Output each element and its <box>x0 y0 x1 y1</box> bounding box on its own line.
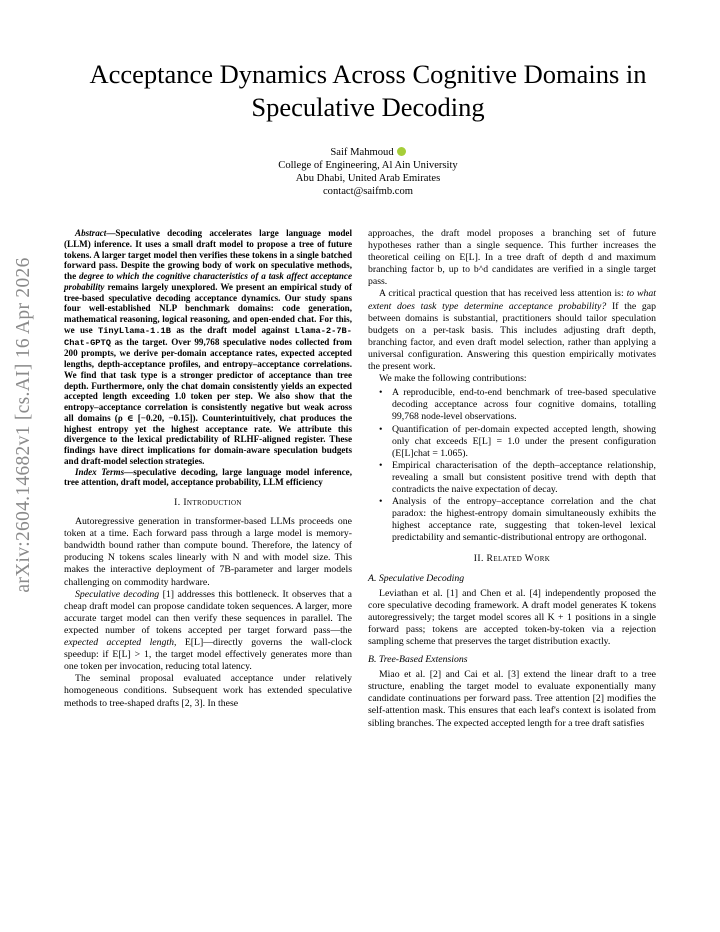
target-model-name: Llama-2-7B-Chat-GPTQ <box>64 325 352 348</box>
contributions-list <box>368 387 656 544</box>
left-column <box>64 228 352 710</box>
author-email: contact@saifmb.com <box>322 186 414 197</box>
intro-paragraph-5: We make the following contributions: <box>379 373 527 385</box>
intro-paragraph-2: Speculative decoding [1] addresses this bottleneck. It observes that a cheap draft model can propose candidate token sequences. A larger, more accurate target model can then verify these sequences in parallel. The expected number of tokens accepted per target forward pass—the expected accepted length, E[L]—directly governs the wall-clock speedup: if E[L] > 1, the target model effectively generates more than one token per invocation, reducing total latency. <box>64 588 352 673</box>
index-terms-label: Index Terms <box>75 466 125 477</box>
author-name: Saif Mahmoud <box>330 147 394 158</box>
list-item: • Empirical characterisation of the depth–acceptance relationship, revealing a small but consistent positive trend with depth that contradicts the naive expectation of decay. <box>392 460 656 496</box>
arxiv-id-text: arXiv:2604.14682v1 [cs.AI] 16 Apr 2026 <box>13 257 34 593</box>
list-item: • A reproducible, end-to-end benchmark of tree-based speculative decoding acceptance across four cognitive domains, totalling 99,768 node-level observations. <box>392 387 656 423</box>
intro-paragraph-4: A critical practical question that has received less attention is: to what extent does task type determine acceptance probability? If the gap between domains is substantial, practitioners should tailor speculation budgets on a per-task basis. This includes adjusting draft depth, branching factor, and even draft model selection, rather than applying a universal configuration. Answering this question empirically motivates the present work. <box>368 288 656 373</box>
section-heading-introduction: I. Introduction <box>174 497 242 508</box>
intro-paragraph-3-continued: approaches, the draft model proposes a branching set of future hypotheses rather than a single sequence. This further increases the theoretical ceiling on E[L]. In a tree draft of depth d and maximum branching factor b, up to b^d candidates are verified in a single target pass. <box>368 228 656 288</box>
related-paragraph-a: Leviathan et al. [1] and Chen et al. [4] independently proposed the core speculative decoding framework. A draft model generates K tokens autoregressively; the target model scores all K + 1 positions in a single forward pass; tokens are accepted token-by-token via a rejection sampling scheme that preserves the target distribution exactly. <box>368 587 656 647</box>
list-item: • Analysis of the entropy–acceptance correlation and the chat paradox: the highest-entropy domain simultaneously exhibits the highest acceptance rate, suggesting that token-level lexical predictability and semantic-distributional entropy are orthogonal. <box>392 496 656 544</box>
list-item: • Quantification of per-domain expected accepted length, showing only chat exceeds E[L] = 1.0 under the present configuration (E[L]chat = 1.065). <box>392 424 656 460</box>
right-column <box>368 228 656 730</box>
intro-paragraph-3: The seminal proposal evaluated acceptance under relatively homogeneous conditions. Subsequent work has extended speculative methods to tree-shaped drafts [2, 3]. In these <box>64 673 352 709</box>
arxiv-identifier <box>2 170 46 680</box>
subsection-heading-speculative-decoding: A. Speculative Decoding <box>368 572 465 584</box>
section-heading-related-work: II. Related Work <box>473 553 551 565</box>
paper-title: Acceptance Dynamics Across Cognitive Domains in Speculative Decoding <box>89 59 647 122</box>
author-location: Abu Dhabi, United Arab Emirates <box>295 173 441 184</box>
author-affiliation: College of Engineering, Al Ain University <box>278 160 458 171</box>
abstract: Abstract—Speculative decoding accelerates large language model (LLM) inference. It uses a small draft model to propose a tree of future tokens. A larger target model then verifies these tokens in a single batched forward pass. Despite the growing body of work on speculative methods, the degree to which the cognitive characteristics of a task affect acceptance probability remains largely unexplored. We present an empirical study of tree-based speculative decoding acceptance dynamics. Our study spans four well-established NLP benchmark domains: code generation, mathematical reasoning, logical reasoning, and open-ended chat. For this, we use TinyLlama-1.1B as the draft model against Llama-2-7B-Chat-GPTQ as the target. Over 99,768 speculative nodes collected from 200 prompts, we derive per-domain acceptance rates, expected accepted lengths, depth-acceptance profiles, and entropy–acceptance correlations. We find that task type is a stronger predictor of acceptance than tree depth. Furthermore, only the chat domain consistently yields an expected accepted length exceeding 1.0 token per step. We also show that the entropy–acceptance correlation is consistently negative but weak across all domains (ρ ∈ [−0.20, −0.15]). Counterintuitively, chat produces the highest entropy yet the highest acceptance rate. We attribute this divergence to the lexical predictability of RLHF-aligned register. These findings have direct implications for domain-aware speculation budgets and draft-model selection strategies. <box>64 228 352 466</box>
related-paragraph-b: Miao et al. [2] and Cai et al. [3] extend the linear draft to a tree structure, enabling the target model to evaluate exponentially many candidate continuations per forward pass. Tree attention [2] modifies the self-attention mask. This ensures that each leaf's context is isolated from sibling branches. The expected accepted length for a tree draft satisfies <box>368 669 656 729</box>
index-terms: Index Terms—speculative decoding, large language model inference, tree attention, draft model, acceptance probability, LLM efficiency <box>64 466 352 488</box>
abstract-label: Abstract <box>75 228 107 238</box>
intro-paragraph-1: Autoregressive generation in transformer-based LLMs proceeds one token at a time. Each forward pass through a large model is memory-bandwidth bound rather than compute bound. Therefore, the latency of producing N tokens scales linearly with N and with model size. This makes the interactive deployment of 7B-parameter and larger models challenging on commodity hardware. <box>64 516 352 588</box>
author-block <box>160 146 576 198</box>
orcid-icon[interactable] <box>397 147 406 156</box>
subsection-heading-tree-extensions: B. Tree-Based Extensions <box>368 654 468 666</box>
draft-model-name: TinyLlama-1.1B <box>97 325 171 336</box>
